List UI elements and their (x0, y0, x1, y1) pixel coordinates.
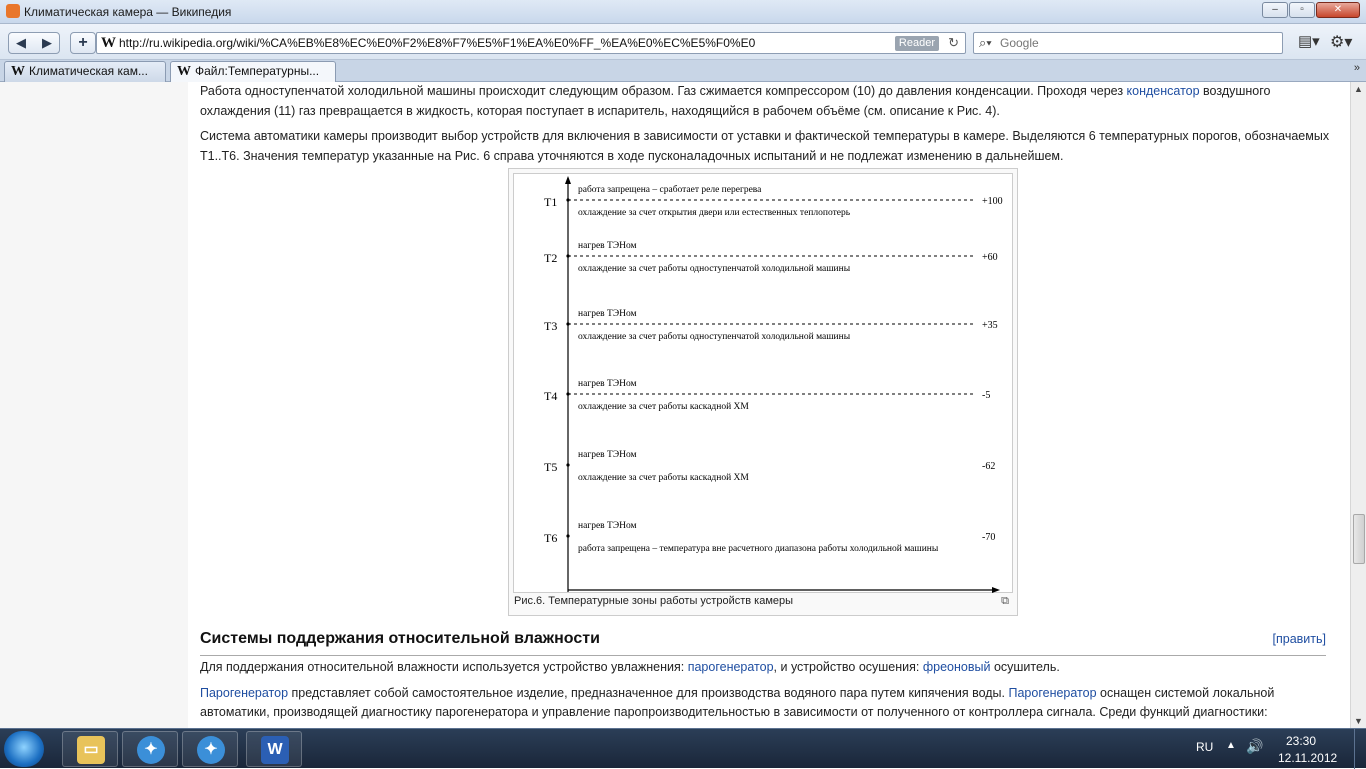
window-title: Климатическая камера — Википедия (24, 5, 232, 19)
new-tab-button[interactable]: + (70, 32, 96, 54)
zone-below-t6: работа запрещена – температура вне расчетного диапазона работы холодильной машины (578, 544, 939, 554)
threshold-marker-t5 (566, 463, 569, 466)
threshold-marker-t4 (566, 392, 569, 395)
zone-above-t1: работа запрещена – сработает реле перегрева (578, 185, 762, 195)
zone-above-t5: нагрев ТЭНом (578, 450, 637, 460)
tab-label: Файл:Температурны... (195, 64, 320, 78)
paragraph-humidity: Для поддержания относительной влажности используется устройство увлажнения: парогенератор, и устройство осушения: фреоновый осушитель. (200, 660, 1060, 674)
scroll-up-icon[interactable]: ▲ (1354, 84, 1363, 94)
windows-taskbar (0, 728, 1366, 768)
threshold-value-t5: -62 (982, 461, 996, 472)
zone-above-t2: нагрев ТЭНом (578, 241, 637, 251)
zone-above-t6: нагрев ТЭНом (578, 521, 637, 531)
y-axis-arrow-icon (565, 176, 571, 184)
threshold-marker-t6 (566, 534, 569, 537)
volume-icon[interactable]: 🔊 (1246, 738, 1264, 754)
maximize-button[interactable]: ▫ (1289, 2, 1315, 18)
address-bar[interactable] (96, 32, 966, 54)
link-parogenerator-2[interactable]: Парогенератор (200, 685, 289, 700)
tab-label: Климатическая кам... (29, 64, 148, 78)
zone-below-t5: охлаждение за счет работы каскадной ХМ (578, 473, 749, 483)
threshold-value-t1: +100 (982, 196, 1003, 207)
back-arrow-icon[interactable]: ◀ (16, 35, 26, 50)
link-freonovy[interactable]: фреоновый (922, 660, 991, 674)
taskbar-safari-2[interactable] (182, 731, 238, 767)
paragraph-refrigeration: Работа одноступенчатой холодильной машины происходит следующим образом. Газ сжимается компрессором (10) до давления конденсации. Проходя через конденсатор воздушного охлаждения (11) газ превращается в жидкость, которая поступает в испаритель, находящийся в рабочем объёме (см. описание к Рис. 4). (200, 84, 1271, 118)
language-indicator[interactable]: RU (1196, 740, 1214, 754)
section-heading (200, 630, 1326, 656)
reader-button[interactable]: Reader (895, 36, 939, 51)
reload-icon[interactable]: ↻ (948, 35, 959, 50)
threshold-label-t3: T3 (544, 319, 558, 333)
forward-arrow-icon[interactable]: ▶ (42, 35, 52, 50)
threshold-label-t2: T2 (544, 251, 558, 265)
article-body (200, 82, 1330, 172)
link-kondensator[interactable]: конденсатор (1126, 84, 1200, 98)
threshold-label-t5: T5 (544, 460, 558, 474)
scroll-down-icon[interactable]: ▼ (1354, 716, 1363, 726)
start-button[interactable] (4, 731, 44, 767)
taskbar-safari-1[interactable] (122, 731, 178, 767)
threshold-marker-t2 (566, 254, 569, 257)
clock-time[interactable]: 23:30 (1286, 734, 1317, 748)
figure-temperature-zones (508, 168, 1018, 616)
taskbar-word[interactable] (246, 731, 302, 767)
threshold-marker-t3 (566, 322, 569, 325)
zone-above-t3: нагрев ТЭНом (578, 309, 637, 319)
link-parogenerator-3[interactable]: Парогенератор (1008, 685, 1097, 700)
temperature-zones-diagram (514, 174, 1014, 594)
show-hidden-icons-icon[interactable]: ▲ (1226, 740, 1236, 751)
search-input[interactable] (1000, 35, 1270, 51)
clock-date[interactable]: 12.11.2012 (1278, 751, 1338, 765)
figure-image[interactable] (513, 173, 1013, 593)
firefox-icon (6, 4, 20, 18)
close-button[interactable]: ✕ (1316, 2, 1360, 18)
search-icon: ⌕▾ (979, 35, 992, 50)
section-title: Системы поддержания относительной влажности (200, 630, 600, 647)
show-desktop-button[interactable] (1354, 729, 1366, 769)
window-titlebar (0, 0, 1366, 24)
vertical-scrollbar[interactable] (1350, 82, 1366, 728)
scroll-thumb[interactable] (1353, 514, 1365, 564)
tab-list-chevron-icon[interactable]: » (1353, 62, 1360, 74)
gear-icon[interactable]: ⚙▾ (1330, 34, 1353, 51)
page-content (0, 82, 1350, 728)
x-axis-arrow-icon (992, 587, 1000, 593)
navigation-toolbar (0, 24, 1366, 60)
threshold-label-t6: T6 (544, 531, 558, 545)
wikipedia-tab-icon: W (11, 64, 25, 79)
paragraph-automation: Система автоматики камеры производит выбор устройств для включения в зависимости от уставки и фактической температуры в камере. Выделяются 6 температурных порогов, обозначаемых Т1..Т6. Значения температур указанные на Рис. 6 справа уточняются в ходе пусконаладочных испытаний и не подлежат изменению в дальнейшем. (200, 129, 1330, 163)
paragraph-steam-generator: Парогенератор представляет собой самостоятельное изделие, предназначенное для производства водяного пара путем кипячения воды. Парогенератор оснащен системой локальной автоматики, производящей диагностику парогенератора и управление паропроизводительностью в зависимости от полученного от контроллера сигнала. Среди функций диагностики: (200, 685, 1275, 719)
threshold-value-t3: +35 (982, 320, 998, 331)
minimize-button[interactable]: – (1262, 2, 1288, 18)
page-menu-icon[interactable]: ▤▾ (1298, 33, 1320, 50)
threshold-label-t4: T4 (544, 389, 558, 403)
threshold-marker-t1 (566, 198, 569, 201)
tab-klimaticheskaya[interactable] (4, 61, 166, 82)
compass-icon: ✦ (137, 736, 165, 764)
tab-strip (0, 60, 1366, 82)
zone-below-t4: охлаждение за счет работы каскадной ХМ (578, 402, 749, 412)
edit-section-link[interactable]: [править] (1272, 632, 1326, 646)
threshold-value-t6: -70 (982, 532, 996, 543)
enlarge-icon[interactable]: ⧉ (1001, 595, 1009, 607)
word-icon: W (261, 736, 289, 764)
tab-file-temperature[interactable] (170, 61, 336, 82)
threshold-value-t2: +60 (982, 252, 998, 263)
system-tray (1174, 729, 1354, 769)
zone-below-t1: охлаждение за счет открытия двери или естественных теплопотерь (578, 208, 851, 218)
link-parogenerator[interactable]: парогенератор (687, 660, 774, 674)
folder-icon: ▭ (77, 736, 105, 764)
url-text[interactable]: http://ru.wikipedia.org/wiki/%CA%EB%E8%EC%E0%F2%E8%F7%E5%F1%EA%E0%FF_%EA%E0%EC%E5%F0%E0 (119, 36, 756, 50)
left-sidebar (0, 82, 188, 728)
figure-caption: Рис.6. Температурные зоны работы устройств камеры (514, 595, 794, 607)
zone-below-t2: охлаждение за счет работы одноступенчатой холодильной машины (578, 264, 851, 274)
threshold-value-t4: -5 (982, 390, 991, 401)
threshold-label-t1: T1 (544, 195, 558, 209)
zone-below-t3: охлаждение за счет работы одноступенчатой холодильной машины (578, 332, 851, 342)
wikipedia-favicon-icon: W (101, 35, 116, 51)
back-forward-group (8, 32, 60, 54)
compass-icon: ✦ (197, 736, 225, 764)
search-box[interactable] (973, 32, 1283, 54)
wikipedia-tab-icon: W (177, 64, 191, 79)
taskbar-explorer[interactable] (62, 731, 118, 767)
zone-above-t4: нагрев ТЭНом (578, 379, 637, 389)
